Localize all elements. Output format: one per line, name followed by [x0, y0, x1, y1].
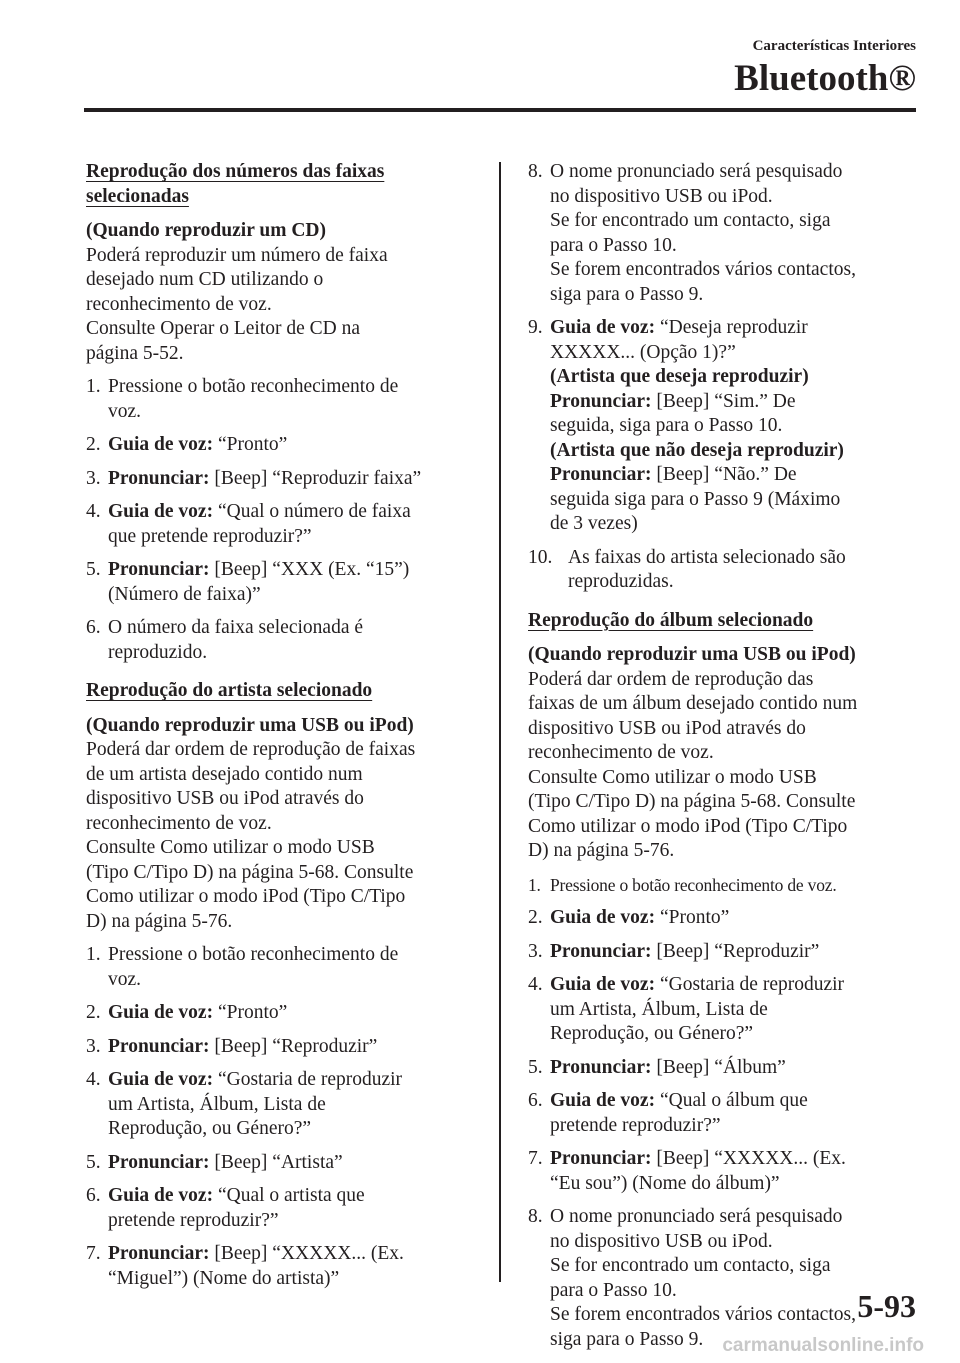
step-text: [Beep] “XXX (Ex. “15”): [214, 559, 410, 580]
step-label: Guia de voz:: [550, 1090, 656, 1111]
step-item: [86, 467, 481, 492]
step-item: [86, 1151, 481, 1176]
watermark: carmanualsonline.info: [722, 1335, 924, 1356]
step-item: [528, 940, 928, 965]
step-text: “Qual o artista que: [217, 1185, 365, 1206]
step-text: [Beep] “XXXXX... (Ex.: [214, 1243, 404, 1264]
intro-line: reconhecimento de voz.: [528, 742, 714, 763]
step-item: [86, 1035, 481, 1060]
step-text: O nome pronunciado será pesquisado: [550, 1206, 843, 1227]
step-item: [86, 558, 481, 607]
left-column: [86, 160, 481, 1291]
step-number: 2.: [86, 1002, 101, 1023]
intro-line: Como utilizar o modo iPod (Tipo C/Tipo: [86, 886, 406, 907]
step-number: 5.: [86, 1151, 101, 1173]
step-item: [86, 1068, 481, 1142]
intro-line: Como utilizar o modo iPod (Tipo C/Tipo: [528, 815, 848, 837]
step-text: pretende reproduzir?”: [550, 1114, 721, 1136]
step-text: no dispositivo USB ou iPod.: [550, 1230, 773, 1252]
step-number: 3.: [528, 940, 543, 962]
step-label: Guia de voz:: [108, 1185, 214, 1206]
section-label: Características Interiores: [752, 38, 916, 54]
step-text: de 3 vezes): [550, 513, 638, 534]
step-number: 1.: [86, 376, 101, 397]
step-item: [528, 1205, 928, 1352]
step-text: [Beep] “Álbum”: [656, 1056, 786, 1078]
steps-artist: [86, 943, 481, 1291]
step-item: [528, 1089, 928, 1138]
step-number: 5.: [86, 559, 101, 580]
step-number: 4.: [528, 974, 543, 995]
step-text: “Deseja reproduzir: [659, 317, 808, 338]
step-text: que pretende reproduzir?”: [108, 525, 312, 547]
intro-line: D) na página 5-76.: [86, 910, 233, 932]
step-text: Pressione o botão reconhecimento de voz.: [550, 874, 837, 895]
case-heading: (Artista que deseja reproduzir): [550, 366, 809, 387]
step-label: Guia de voz:: [108, 1002, 214, 1023]
step-label: Guia de voz:: [550, 907, 656, 928]
step-number: 10.: [528, 546, 553, 568]
step-label: Pronunciar:: [550, 940, 652, 962]
step-text: [Beep] “Reproduzir faixa”: [214, 467, 422, 489]
step-item: [528, 973, 928, 1047]
intro-line: de um artista desejado contido num: [86, 763, 363, 785]
step-label: Guia de voz:: [108, 434, 214, 455]
intro-line: desejado num CD utilizando o: [86, 269, 324, 290]
step-number: 4.: [86, 1069, 101, 1090]
step-text: “Pronto”: [217, 434, 288, 455]
step-text: um Artista, Álbum, Lista de: [550, 998, 768, 1020]
heading-line: selecionadas: [86, 185, 189, 207]
step-text: “Qual o álbum que: [659, 1090, 808, 1111]
intro-line: faixas de um álbum desejado contido num: [528, 693, 858, 714]
step-text: [Beep] “Reproduzir”: [656, 940, 820, 962]
step-text: XXXXX... (Opção 1)?”: [550, 341, 736, 363]
step-text: no dispositivo USB ou iPod.: [550, 185, 773, 207]
step-label: Pronunciar:: [550, 390, 652, 412]
step-number: 8.: [528, 161, 543, 182]
step-item: [86, 616, 481, 665]
step-text: Pressione o botão reconhecimento de: [108, 376, 399, 397]
step-label: Pronunciar:: [108, 1035, 210, 1057]
step-text: [Beep] “Reproduzir”: [214, 1035, 378, 1057]
step-text: O número da faixa selecionada é: [108, 617, 364, 638]
step-text: seguida siga para o Passo 9 (Máximo: [550, 488, 841, 510]
step-text: “Gostaria de reproduzir: [217, 1069, 403, 1090]
step-label: Guia de voz:: [550, 974, 656, 995]
step-text: As faixas do artista selecionado são: [568, 546, 846, 568]
step-item: [86, 1001, 481, 1026]
intro-artist: [86, 738, 481, 934]
step-number: 2.: [528, 907, 543, 928]
step-item: [86, 1242, 481, 1291]
intro-album: [528, 668, 928, 864]
intro-line: Consulte Operar o Leitor de CD na: [86, 318, 361, 339]
subheading-usb-ipod-album: (Quando reproduzir uma USB ou iPod): [528, 644, 856, 665]
subheading-usb-ipod: (Quando reproduzir uma USB ou iPod): [86, 714, 414, 736]
step-text: “Pronto”: [217, 1002, 288, 1023]
step-number: 6.: [86, 617, 101, 638]
step-number: 3.: [86, 1035, 101, 1057]
step-text: [Beep] “XXXXX... (Ex.: [656, 1148, 846, 1169]
step-text: siga para o Passo 9.: [550, 283, 704, 305]
heading-album: Reprodução do álbum selecionado: [528, 609, 814, 631]
step-number: 5.: [528, 1056, 543, 1078]
step-text: siga para o Passo 9.: [550, 1328, 704, 1350]
step-label: Guia de voz:: [108, 1069, 214, 1090]
intro-line: Poderá dar ordem de reprodução das: [528, 668, 814, 690]
step-label: Pronunciar:: [108, 1151, 210, 1173]
step-label: Guia de voz:: [108, 501, 214, 522]
step-text: Reprodução, ou Género?”: [550, 1023, 754, 1044]
step-text: Se for encontrado um contacto, siga: [550, 210, 831, 231]
subheading-cd: (Quando reproduzir um CD): [86, 220, 326, 241]
intro-line: Poderá dar ordem de reprodução de faixas: [86, 739, 416, 760]
intro-line: Poderá reproduzir um número de faixa: [86, 244, 388, 266]
step-text: [Beep] “Artista”: [214, 1151, 343, 1173]
step-item: [86, 500, 481, 549]
step-text: (Número de faixa)”: [108, 583, 261, 605]
step-text: voz.: [108, 400, 142, 422]
step-text: um Artista, Álbum, Lista de: [108, 1093, 326, 1115]
step-item: [528, 1147, 928, 1196]
step-number: 9.: [528, 317, 543, 338]
steps-artist-cont: [528, 160, 928, 307]
step-number: 1.: [86, 944, 101, 965]
heading-line: Reprodução dos números das faixas: [86, 161, 385, 182]
step-label: Guia de voz:: [550, 317, 656, 338]
step-10: [528, 546, 928, 595]
intro-line: dispositivo USB ou iPod através do: [528, 717, 806, 739]
step-text: pretende reproduzir?”: [108, 1209, 279, 1231]
step-text: “Eu sou”) (Nome do álbum)”: [550, 1172, 780, 1194]
step-item: [86, 1184, 481, 1233]
step-number: 6.: [86, 1185, 101, 1206]
step-number: 7.: [86, 1243, 101, 1264]
header-rule: [84, 108, 916, 112]
step-label: Pronunciar:: [108, 559, 210, 580]
intro-line: página 5-52.: [86, 342, 184, 364]
step-text: [Beep] “Sim.” De: [656, 390, 796, 412]
steps-track: [86, 375, 481, 665]
step-text: Se forem encontrados vários contactos,: [550, 1304, 856, 1325]
intro-line: reconhecimento de voz.: [86, 293, 272, 315]
step-text: “Miguel”) (Nome do artista)”: [108, 1267, 340, 1289]
step-text: [Beep] “Não.” De: [656, 464, 797, 485]
step-number: 1.: [528, 874, 541, 895]
step-album-1: [528, 873, 928, 898]
step-item: [86, 433, 481, 458]
step-item: [528, 1056, 928, 1081]
step-text: Se for encontrado um contacto, siga: [550, 1255, 831, 1276]
case-heading: (Artista que não deseja reproduzir): [550, 439, 844, 461]
step-text: “Gostaria de reproduzir: [659, 974, 845, 995]
step-text: “Qual o número de faixa: [217, 501, 411, 522]
step-label: Pronunciar:: [108, 467, 210, 489]
step-text: para o Passo 10.: [550, 234, 677, 256]
step-text: para o Passo 10.: [550, 1279, 677, 1301]
step-text: “Pronto”: [659, 907, 730, 928]
column-divider: [499, 162, 501, 1282]
step-text: seguida, siga para o Passo 10.: [550, 415, 783, 436]
intro-line: Consulte Como utilizar o modo USB: [528, 766, 817, 788]
intro-line: (Tipo C/Tipo D) na página 5-68. Consulte: [86, 861, 414, 883]
step-label: Pronunciar:: [108, 1243, 210, 1264]
heading-artist: Reprodução do artista selecionado: [86, 680, 373, 701]
step-item: [528, 906, 928, 931]
intro-line: (Tipo C/Tipo D) na página 5-68. Consulte: [528, 791, 856, 812]
step-label: Pronunciar:: [550, 1056, 652, 1078]
intro-cd: [86, 244, 481, 367]
step-text: O nome pronunciado será pesquisado: [550, 161, 843, 182]
page-title: Bluetooth®: [734, 58, 916, 99]
page-number: 5-93: [857, 1288, 916, 1324]
intro-line: reconhecimento de voz.: [86, 812, 272, 834]
step-text: Se forem encontrados vários contactos,: [550, 259, 856, 280]
intro-line: Consulte Como utilizar o modo USB: [86, 837, 375, 858]
heading-track-number: [86, 160, 481, 209]
step-9: [528, 316, 928, 537]
steps-album: [528, 906, 928, 1352]
step-number: 3.: [86, 467, 101, 489]
intro-line: dispositivo USB ou iPod através do: [86, 788, 364, 809]
step-text: reproduzido.: [108, 641, 208, 663]
step-item: [528, 160, 928, 307]
step-number: 2.: [86, 434, 101, 455]
step-number: 7.: [528, 1148, 543, 1169]
step-text: reproduzidas.: [568, 571, 674, 592]
step-item: [86, 943, 481, 992]
step-text: voz.: [108, 968, 142, 990]
step-text: Reprodução, ou Género?”: [108, 1118, 312, 1139]
intro-line: D) na página 5-76.: [528, 840, 675, 861]
right-column: [528, 160, 928, 1352]
step-number: 6.: [528, 1090, 543, 1111]
step-label: Pronunciar:: [550, 464, 652, 485]
step-number: 4.: [86, 501, 101, 522]
step-item: [86, 375, 481, 424]
step-label: Pronunciar:: [550, 1148, 652, 1169]
step-text: Pressione o botão reconhecimento de: [108, 944, 399, 965]
step-number: 8.: [528, 1206, 543, 1227]
